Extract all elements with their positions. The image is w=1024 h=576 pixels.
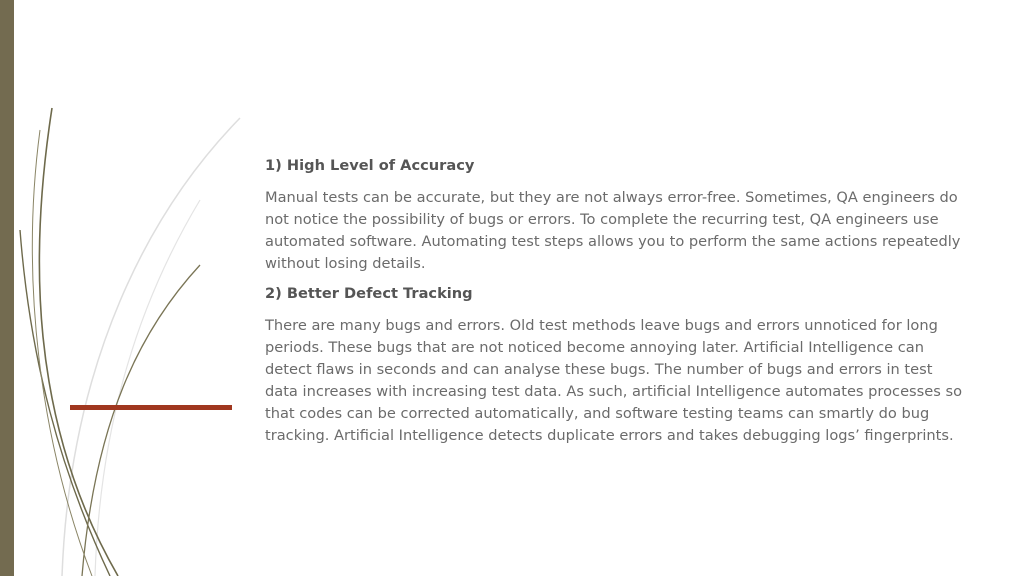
grass-stroke-dark-3 <box>82 265 200 576</box>
red-accent-line <box>70 405 232 410</box>
section-body-defect-tracking: There are many bugs and errors. Old test methods leave bugs and errors unnoticed for long periods. These bugs that are not noticed become annoying later. Artificial Intelligence can detect flaws in seconds and can analyse these bugs. The number of bugs and errors in test data increases with increasing test data. As such, artificial Intelligence automates processes so that codes can be corrected automatically, and software testing teams can smartly do bug tracking. Artificial Intelligence detects duplicate errors and takes debugging logs’ fingerprints. <box>265 317 963 444</box>
slide-content <box>265 155 965 455</box>
grass-stroke-light-1 <box>62 118 240 576</box>
section-heading-defect-tracking: 2) Better Defect Tracking <box>265 285 473 302</box>
grass-stroke-light-2 <box>95 200 200 576</box>
section-heading-accuracy: 1) High Level of Accuracy <box>265 157 475 174</box>
decorative-grass-lines <box>0 0 260 576</box>
section-body-accuracy: Manual tests can be accurate, but they are not always error-free. Sometimes, QA engineers do not notice the possibility of bugs or errors. To complete the recurring test, QA engineers use automated software. Automating test steps allows you to perform the same actions repeatedly without losing details. <box>265 189 961 272</box>
grass-stroke-dark-1 <box>39 108 118 576</box>
